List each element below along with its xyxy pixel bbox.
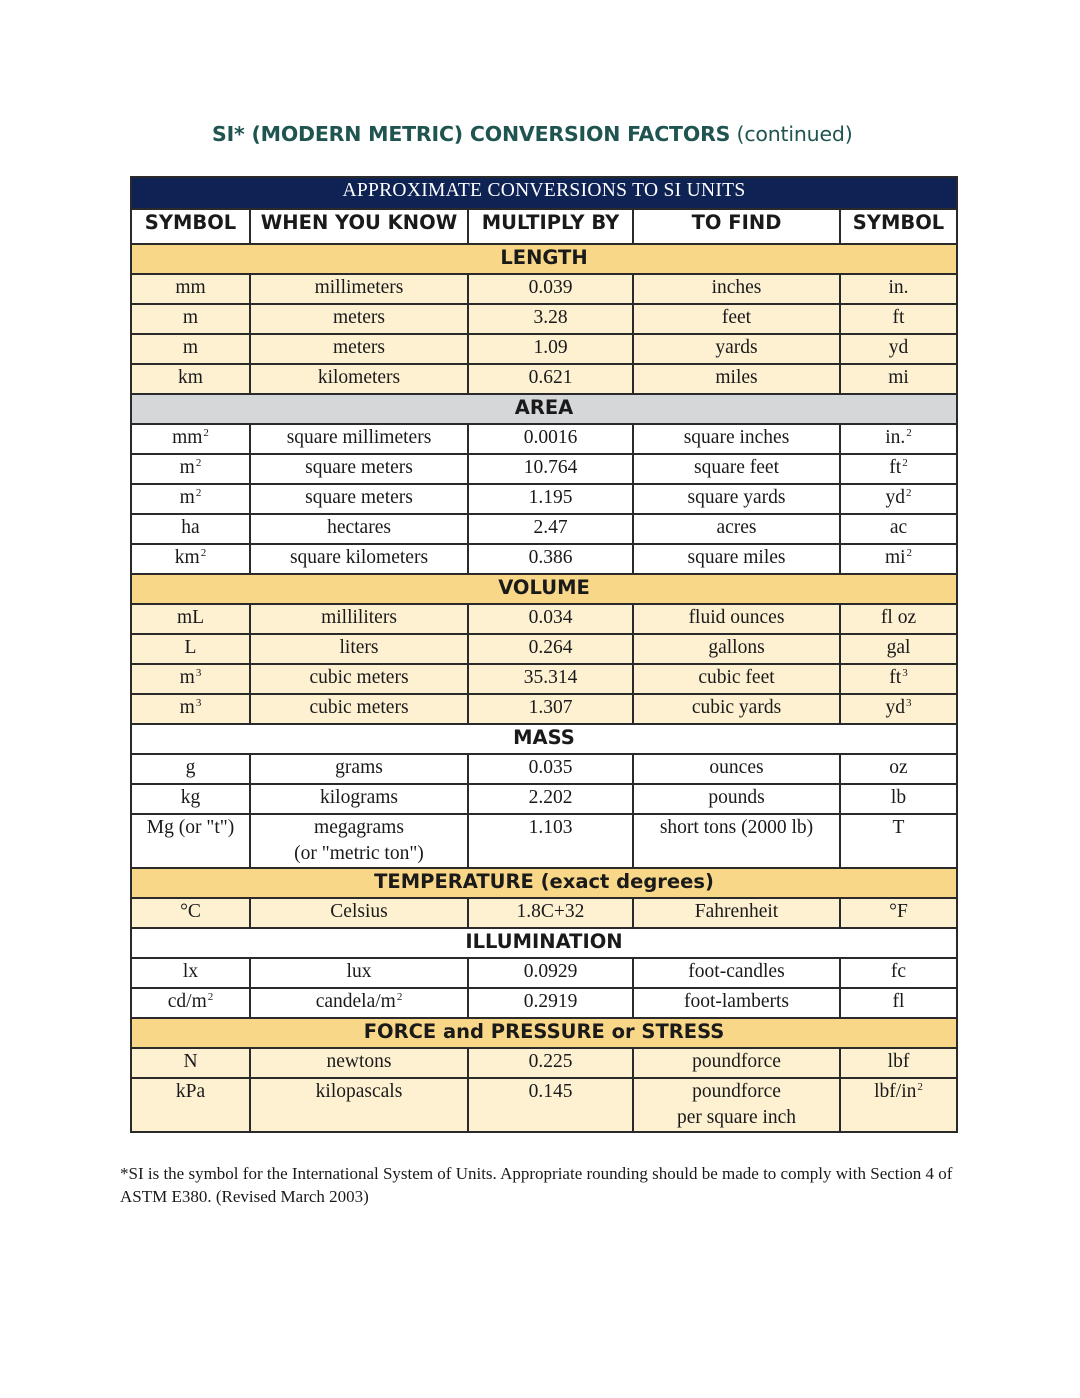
cell-when-you-know: kilopascals bbox=[250, 1078, 468, 1132]
table-row bbox=[131, 1048, 957, 1078]
cell-symbol-to: mi bbox=[840, 364, 957, 394]
cell-line: megagrams bbox=[314, 817, 404, 838]
cell-when-you-know: meters bbox=[250, 334, 468, 364]
cell-to-find: cubic feet bbox=[633, 664, 840, 694]
cell-when-you-know: grams bbox=[250, 754, 468, 784]
table-body bbox=[131, 244, 957, 1132]
section-title: AREA bbox=[131, 394, 957, 424]
section-header-row bbox=[131, 724, 957, 754]
cell-when-you-know: lux bbox=[250, 958, 468, 988]
cell-when-you-know: square meters bbox=[250, 484, 468, 514]
cell-to-find: square miles bbox=[633, 544, 840, 574]
cell-when-you-know: liters bbox=[250, 634, 468, 664]
table-row bbox=[131, 274, 957, 304]
cell-to-find: Fahrenheit bbox=[633, 898, 840, 928]
cell-symbol-from: kg bbox=[131, 784, 250, 814]
cell-symbol-to: lb bbox=[840, 784, 957, 814]
cell-symbol-to: fl oz bbox=[840, 604, 957, 634]
cell-symbol-from: mm bbox=[131, 274, 250, 304]
footnote: *SI is the symbol for the International System of Units. Appropriate rounding should be made to comply with Section 4 of ASTM E380. (Revised March 2003) bbox=[120, 1164, 953, 1206]
cell-to-find: feet bbox=[633, 304, 840, 334]
table-row bbox=[131, 958, 957, 988]
cell-when-you-know: cubic meters bbox=[250, 694, 468, 724]
cell-symbol-from: N bbox=[131, 1048, 250, 1078]
table-row bbox=[131, 634, 957, 664]
cell-when-you-know: milliliters bbox=[250, 604, 468, 634]
table-row bbox=[131, 424, 957, 454]
section-title: TEMPERATURE (exact degrees) bbox=[131, 868, 957, 898]
cell-multiply-by: 10.764 bbox=[468, 454, 633, 484]
table-row bbox=[131, 1078, 957, 1132]
table-row bbox=[131, 484, 957, 514]
cell-to-find: poundforce bbox=[633, 1048, 840, 1078]
table-row bbox=[131, 988, 957, 1018]
cell-symbol-to: fc bbox=[840, 958, 957, 988]
cell-multiply-by: 3.28 bbox=[468, 304, 633, 334]
column-header-row bbox=[131, 209, 957, 244]
cell-symbol-to: $ft^3$ bbox=[840, 664, 957, 694]
cell-to-find: gallons bbox=[633, 634, 840, 664]
cell-multiply-by: 1.09 bbox=[468, 334, 633, 364]
section-title: MASS bbox=[131, 724, 957, 754]
cell-multiply-by: 0.225 bbox=[468, 1048, 633, 1078]
cell-multiply-by: 0.621 bbox=[468, 364, 633, 394]
cell-to-find: ounces bbox=[633, 754, 840, 784]
cell-multiply-by: 35.314 bbox=[468, 664, 633, 694]
cell-symbol-from: $km^2$ bbox=[131, 544, 250, 574]
cell-symbol-to: °F bbox=[840, 898, 957, 928]
section-header-row bbox=[131, 1018, 957, 1048]
cell-symbol-from: $m^3$ bbox=[131, 694, 250, 724]
cell-when-you-know: newtons bbox=[250, 1048, 468, 1078]
cell-to-find: pounds bbox=[633, 784, 840, 814]
page-title bbox=[212, 122, 853, 146]
cell-multiply-by: 1.307 bbox=[468, 694, 633, 724]
section-header-row bbox=[131, 868, 957, 898]
header-to-find: TO FIND bbox=[633, 209, 840, 244]
cell-to-find: square yards bbox=[633, 484, 840, 514]
cell-to-find: yards bbox=[633, 334, 840, 364]
cell-symbol-to: oz bbox=[840, 754, 957, 784]
cell-multiply-by: 1.195 bbox=[468, 484, 633, 514]
header-multiply-by: MULTIPLY BY bbox=[468, 209, 633, 244]
cell-symbol-from: Mg (or "t") bbox=[131, 814, 250, 868]
cell-when-you-know: hectares bbox=[250, 514, 468, 544]
table-row bbox=[131, 814, 957, 868]
section-title: ILLUMINATION bbox=[131, 928, 957, 958]
cell-when-you-know bbox=[250, 814, 468, 868]
cell-symbol-to: ft bbox=[840, 304, 957, 334]
table-row bbox=[131, 334, 957, 364]
cell-when-you-know: kilograms bbox=[250, 784, 468, 814]
table-row bbox=[131, 604, 957, 634]
table-row bbox=[131, 664, 957, 694]
cell-symbol-to: in. bbox=[840, 274, 957, 304]
cell-symbol-from: kPa bbox=[131, 1078, 250, 1132]
header-symbol-from: SYMBOL bbox=[131, 209, 250, 244]
cell-to-find: acres bbox=[633, 514, 840, 544]
section-title: FORCE and PRESSURE or STRESS bbox=[131, 1018, 957, 1048]
cell-line: per square inch bbox=[676, 1107, 797, 1128]
cell-multiply-by: 2.47 bbox=[468, 514, 633, 544]
cell-symbol-from: °C bbox=[131, 898, 250, 928]
cell-multiply-by: 0.0929 bbox=[468, 958, 633, 988]
table-row bbox=[131, 364, 957, 394]
cell-multiply-by: 1.8C+32 bbox=[468, 898, 633, 928]
table-row bbox=[131, 784, 957, 814]
cell-multiply-by: 0.264 bbox=[468, 634, 633, 664]
cell-to-find: foot-candles bbox=[633, 958, 840, 988]
cell-symbol-from: $m^3$ bbox=[131, 664, 250, 694]
cell-multiply-by: 0.0016 bbox=[468, 424, 633, 454]
cell-to-find: cubic yards bbox=[633, 694, 840, 724]
cell-symbol-to: $yd^2$ bbox=[840, 484, 957, 514]
conversion-table bbox=[130, 176, 958, 1133]
cell-when-you-know: square millimeters bbox=[250, 424, 468, 454]
cell-multiply-by: 0.145 bbox=[468, 1078, 633, 1132]
cell-symbol-to: lbf/$in^2$ bbox=[840, 1078, 957, 1132]
cell-symbol-to: ac bbox=[840, 514, 957, 544]
cell-when-you-know: meters bbox=[250, 304, 468, 334]
table-row bbox=[131, 514, 957, 544]
cell-when-you-know: millimeters bbox=[250, 274, 468, 304]
cell-symbol-from: $m^2$ bbox=[131, 484, 250, 514]
cell-to-find bbox=[633, 1078, 840, 1132]
header-symbol-to: SYMBOL bbox=[840, 209, 957, 244]
cell-when-you-know: cubic meters bbox=[250, 664, 468, 694]
cell-symbol-from: km bbox=[131, 364, 250, 394]
cell-to-find: miles bbox=[633, 364, 840, 394]
cell-symbol-from: $cd/m^2$ bbox=[131, 988, 250, 1018]
cell-line: (or "metric ton") bbox=[294, 843, 424, 864]
cell-symbol-from: $mm^2$ bbox=[131, 424, 250, 454]
cell-multiply-by: 2.202 bbox=[468, 784, 633, 814]
cell-symbol-to: gal bbox=[840, 634, 957, 664]
cell-to-find: fluid ounces bbox=[633, 604, 840, 634]
section-header-row bbox=[131, 928, 957, 958]
cell-to-find: square feet bbox=[633, 454, 840, 484]
cell-symbol-to: $ft^2$ bbox=[840, 454, 957, 484]
cell-symbol-to: $yd^3$ bbox=[840, 694, 957, 724]
cell-to-find: short tons (2000 lb) bbox=[633, 814, 840, 868]
cell-line: poundforce bbox=[692, 1081, 781, 1102]
cell-when-you-know: Celsius bbox=[250, 898, 468, 928]
cell-symbol-to: yd bbox=[840, 334, 957, 364]
cell-to-find: square inches bbox=[633, 424, 840, 454]
cell-symbol-from: $m^2$ bbox=[131, 454, 250, 484]
table-row bbox=[131, 544, 957, 574]
title-main: SI* (MODERN METRIC) CONVERSION FACTORS bbox=[212, 122, 731, 146]
section-title: VOLUME bbox=[131, 574, 957, 604]
table-row bbox=[131, 694, 957, 724]
cell-symbol-from: ha bbox=[131, 514, 250, 544]
cell-multiply-by: 0.035 bbox=[468, 754, 633, 784]
cell-multiply-by: 0.034 bbox=[468, 604, 633, 634]
table-row bbox=[131, 304, 957, 334]
cell-multiply-by: 0.039 bbox=[468, 274, 633, 304]
cell-symbol-from: m bbox=[131, 334, 250, 364]
cell-symbol-to: lbf bbox=[840, 1048, 957, 1078]
table-banner: APPROXIMATE CONVERSIONS TO SI UNITS bbox=[131, 177, 957, 209]
table-row bbox=[131, 754, 957, 784]
section-header-row bbox=[131, 244, 957, 274]
cell-symbol-from: g bbox=[131, 754, 250, 784]
cell-when-you-know: candela/$m^2$ bbox=[250, 988, 468, 1018]
title-continued: (continued) bbox=[736, 122, 853, 146]
cell-symbol-to: $mi^2$ bbox=[840, 544, 957, 574]
cell-symbol-from: m bbox=[131, 304, 250, 334]
cell-when-you-know: square meters bbox=[250, 454, 468, 484]
table-row bbox=[131, 454, 957, 484]
cell-to-find: inches bbox=[633, 274, 840, 304]
section-header-row bbox=[131, 574, 957, 604]
cell-multiply-by: 1.103 bbox=[468, 814, 633, 868]
cell-to-find: foot-lamberts bbox=[633, 988, 840, 1018]
cell-when-you-know: kilometers bbox=[250, 364, 468, 394]
table-banner-row bbox=[131, 177, 957, 209]
table-row bbox=[131, 898, 957, 928]
cell-symbol-from: lx bbox=[131, 958, 250, 988]
cell-symbol-to: in.$^2$ bbox=[840, 424, 957, 454]
header-when-you-know: WHEN YOU KNOW bbox=[250, 209, 468, 244]
section-header-row bbox=[131, 394, 957, 424]
cell-symbol-to: fl bbox=[840, 988, 957, 1018]
cell-symbol-to: T bbox=[840, 814, 957, 868]
cell-multiply-by: 0.2919 bbox=[468, 988, 633, 1018]
cell-symbol-from: L bbox=[131, 634, 250, 664]
cell-multiply-by: 0.386 bbox=[468, 544, 633, 574]
section-title: LENGTH bbox=[131, 244, 957, 274]
cell-when-you-know: square kilometers bbox=[250, 544, 468, 574]
cell-symbol-from: mL bbox=[131, 604, 250, 634]
